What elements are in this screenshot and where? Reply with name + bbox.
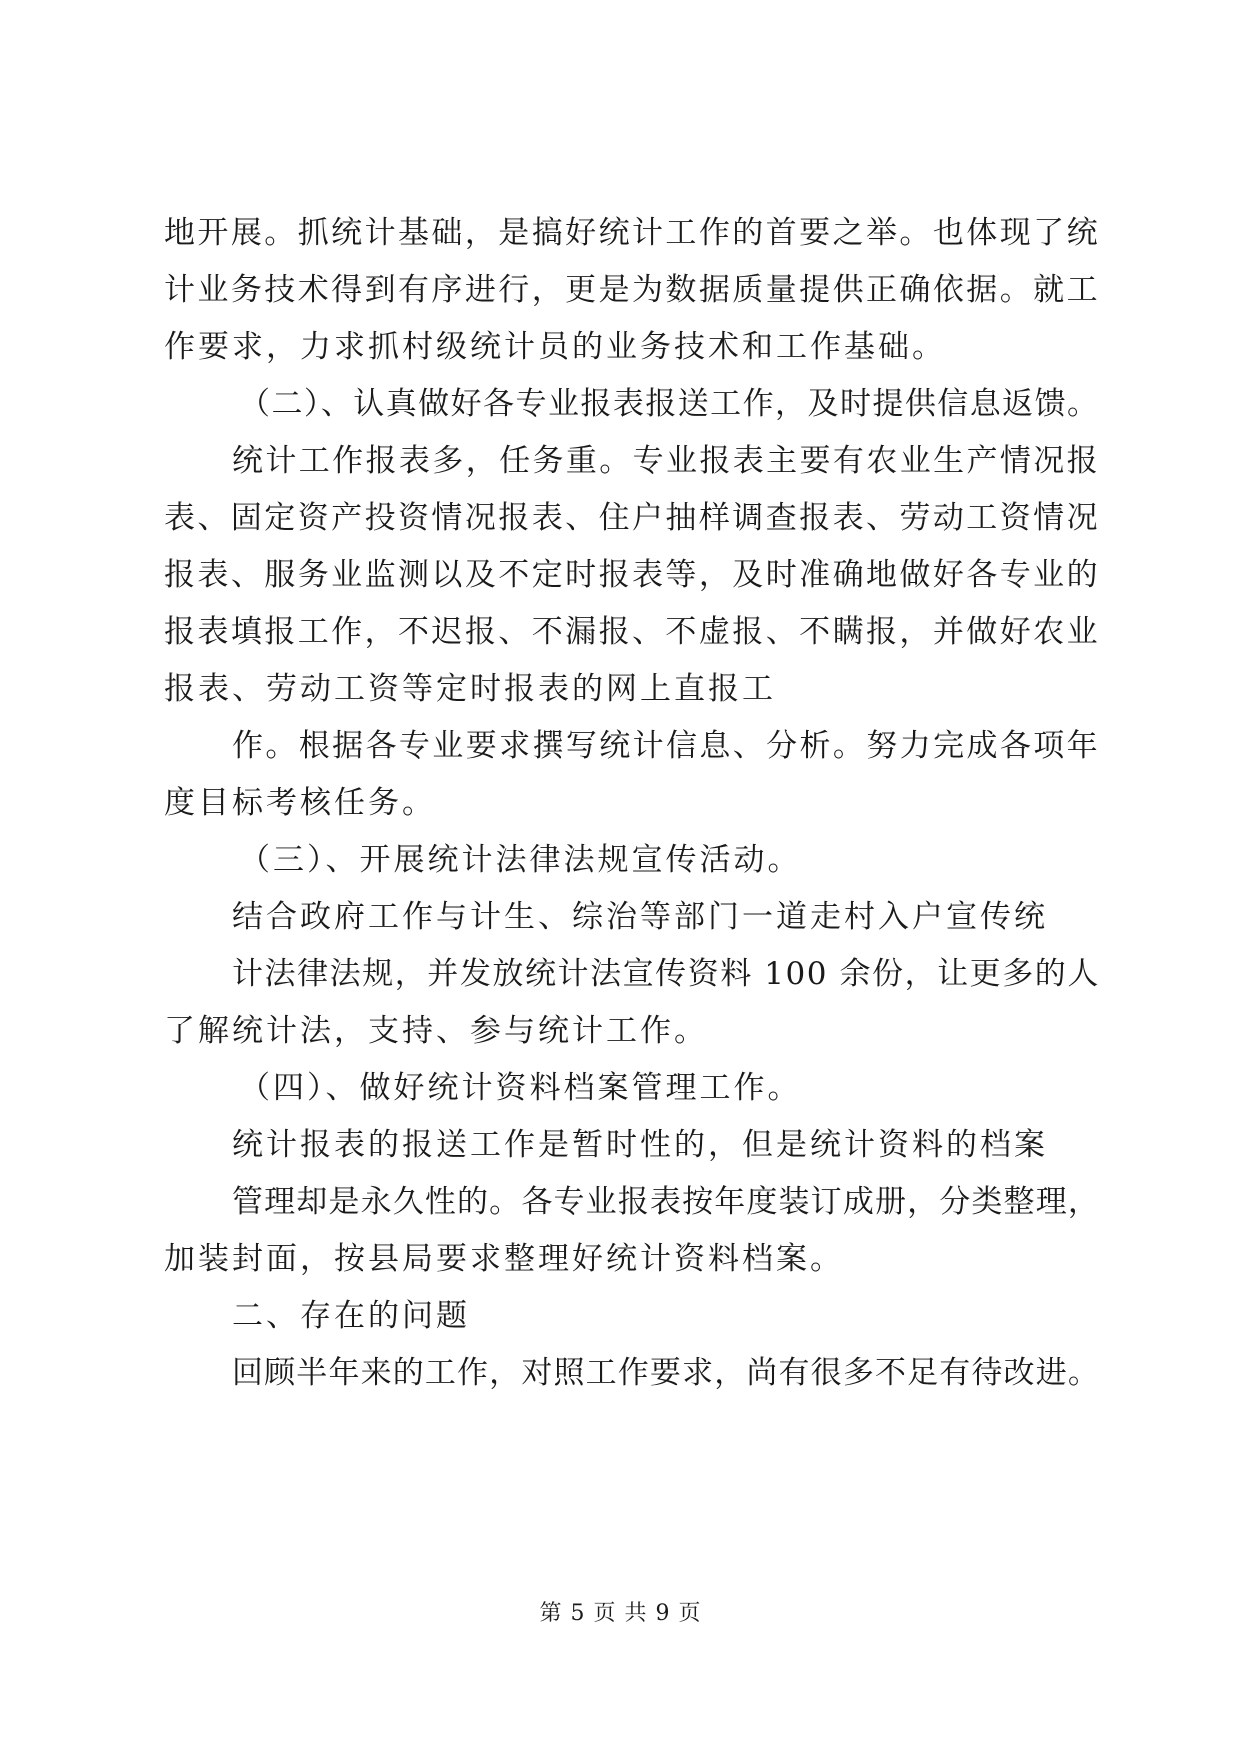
body-line-5: 统计工作报表多，任务重。专业报表主要有农业生产情况报 <box>232 443 1100 479</box>
body-line-14: 计法律法规，并发放统计法宣传资料 100 余份，让更多的人 <box>232 956 1100 992</box>
section-heading-3: （三）、开展统计法律法规宣传活动。 <box>239 842 802 878</box>
body-line-1: 地开展。抓统计基础，是搞好统计工作的首要之举。也体现了统 <box>164 215 1100 251</box>
body-line-17: 统计报表的报送工作是暂时性的，但是统计资料的档案 <box>232 1127 1048 1163</box>
body-line-18: 管理却是永久性的。各专业报表按年度装订成册，分类整理， <box>232 1184 1100 1220</box>
section-heading-4: （四）、做好统计资料档案管理工作。 <box>239 1070 802 1106</box>
body-line-15: 了解统计法，支持、参与统计工作。 <box>164 1013 708 1049</box>
body-line-6: 表、固定资产投资情况报表、住户抽样调查报表、劳动工资情况 <box>164 500 1100 536</box>
body-line-13: 结合政府工作与计生、综治等部门一道走村入户宣传统 <box>232 899 1048 935</box>
body-line-19: 加装封面，按县局要求整理好统计资料档案。 <box>164 1241 844 1277</box>
body-line-21: 回顾半年来的工作，对照工作要求，尚有很多不足有待改进。 <box>232 1355 1100 1391</box>
body-line-7: 报表、服务业监测以及不定时报表等，及时准确地做好各专业的 <box>164 557 1100 593</box>
body-line-2: 计业务技术得到有序进行，更是为数据质量提供正确依据。就工 <box>164 272 1100 308</box>
body-line-11: 度目标考核任务。 <box>164 785 436 821</box>
chapter-heading-2: 二、存在的问题 <box>232 1298 470 1334</box>
body-line-10: 作。根据各专业要求撰写统计信息、分析。努力完成各项年 <box>232 728 1100 764</box>
body-line-9: 报表、劳动工资等定时报表的网上直报工 <box>164 671 776 707</box>
section-heading-2: （二）、认真做好各专业报表报送工作，及时提供信息返馈。 <box>239 386 1100 422</box>
body-line-8: 报表填报工作，不迟报、不漏报、不虚报、不瞒报，并做好农业 <box>164 614 1100 650</box>
body-line-3: 作要求，力求抓村级统计员的业务技术和工作基础。 <box>164 329 946 365</box>
page-number-footer: 第 5 页 共 9 页 <box>539 1601 702 1626</box>
